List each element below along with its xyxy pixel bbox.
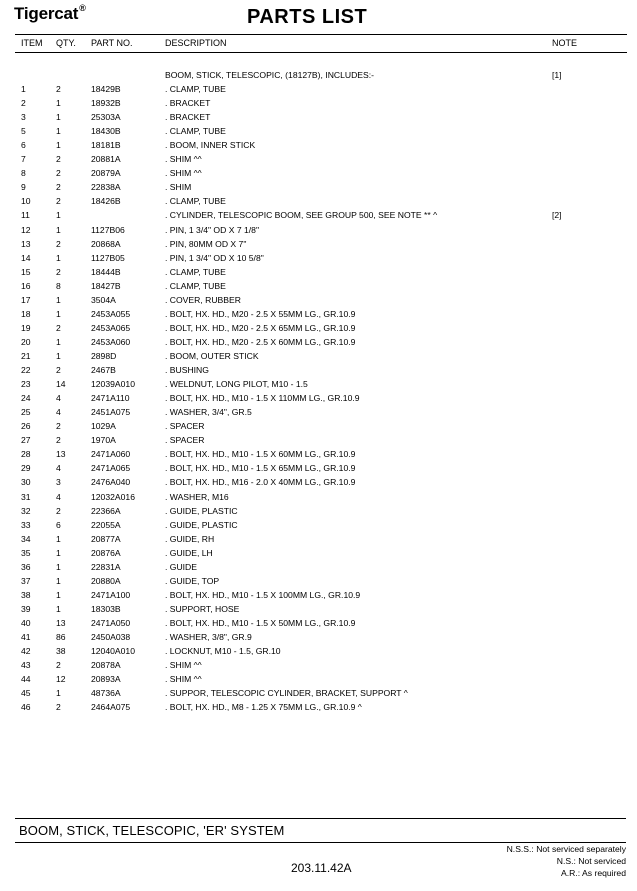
cell-item-number: 5 bbox=[21, 126, 26, 137]
table-row bbox=[0, 140, 637, 154]
cell-item-number: 38 bbox=[21, 589, 31, 600]
cell-part-number: 2471A060 bbox=[91, 449, 131, 460]
table-row bbox=[0, 112, 637, 126]
cell-item-number: 12 bbox=[21, 224, 31, 235]
table-row bbox=[0, 210, 637, 224]
legend-ar: A.R.: As required bbox=[561, 868, 626, 878]
cell-quantity: 4 bbox=[56, 491, 61, 502]
table-row bbox=[0, 421, 637, 435]
table-row bbox=[0, 84, 637, 98]
cell-description: . BOLT, HX. HD., M20 - 2.5 X 65MM LG., GR.10.9 bbox=[165, 322, 356, 333]
cell-part-number: 18181B bbox=[91, 140, 121, 151]
cell-quantity: 1 bbox=[56, 575, 61, 586]
cell-quantity: 4 bbox=[56, 393, 61, 404]
cell-quantity: 1 bbox=[56, 603, 61, 614]
cell-item-number: 46 bbox=[21, 702, 31, 713]
cell-part-number: 2471A050 bbox=[91, 617, 131, 628]
cell-description: . SHIM bbox=[165, 182, 192, 193]
footer-section-box bbox=[15, 818, 626, 843]
cell-description: . BOLT, HX. HD., M10 - 1.5 X 65MM LG., GR.10.9 bbox=[165, 463, 356, 474]
header-top-rule bbox=[15, 34, 627, 35]
cell-quantity: 1 bbox=[56, 98, 61, 108]
cell-item-number: 26 bbox=[21, 421, 31, 432]
cell-quantity: 1 bbox=[56, 350, 61, 361]
cell-part-number: 18303B bbox=[91, 603, 121, 614]
cell-quantity: 2 bbox=[56, 505, 61, 516]
cell-description: . PIN, 1 3/4" OD X 10 5/8" bbox=[165, 252, 264, 263]
cell-description: . WELDNUT, LONG PILOT, M10 - 1.5 bbox=[165, 379, 308, 390]
cell-quantity: 1 bbox=[56, 547, 61, 558]
brand-logo bbox=[14, 3, 86, 24]
table-row bbox=[0, 604, 637, 618]
table-row bbox=[0, 435, 637, 449]
cell-part-number: 20879A bbox=[91, 168, 121, 179]
cell-description: . CLAMP, TUBE bbox=[165, 280, 226, 291]
cell-item-number: 24 bbox=[21, 393, 31, 404]
cell-quantity: 3 bbox=[56, 477, 61, 488]
cell-item-number: 8 bbox=[21, 168, 26, 179]
table-row bbox=[0, 351, 637, 365]
cell-description: . CLAMP, TUBE bbox=[165, 266, 226, 277]
table-row bbox=[0, 576, 637, 590]
cell-description: . WASHER, 3/4", GR.5 bbox=[165, 407, 252, 418]
cell-quantity: 2 bbox=[56, 196, 61, 207]
cell-item-number: 21 bbox=[21, 350, 31, 361]
table-row bbox=[0, 337, 637, 351]
cell-part-number: 20880A bbox=[91, 575, 121, 586]
cell-description: . GUIDE, LH bbox=[165, 547, 213, 558]
cell-item-number: 23 bbox=[21, 379, 31, 390]
cell-quantity: 38 bbox=[56, 646, 66, 656]
table-row bbox=[0, 154, 637, 168]
cell-description: . SPACER bbox=[165, 421, 205, 432]
column-header-item: ITEM bbox=[21, 38, 43, 48]
table-row bbox=[0, 126, 637, 140]
cell-description: . SUPPORT, HOSE bbox=[165, 603, 240, 614]
cell-part-number: 2471A110 bbox=[91, 393, 130, 404]
cell-description: . BOOM, OUTER STICK bbox=[165, 350, 259, 361]
cell-part-number: 20876A bbox=[91, 547, 121, 558]
cell-description: . PIN, 80MM OD X 7" bbox=[165, 238, 247, 249]
table-row bbox=[0, 323, 637, 337]
cell-description: . CLAMP, TUBE bbox=[165, 84, 226, 94]
table-row bbox=[0, 506, 637, 520]
cell-description: . LOCKNUT, M10 - 1.5, GR.10 bbox=[165, 646, 281, 656]
cell-quantity: 1 bbox=[56, 252, 61, 263]
table-row bbox=[0, 646, 637, 660]
table-row bbox=[0, 477, 637, 491]
cell-item-number: 30 bbox=[21, 477, 31, 488]
cell-part-number: 2898D bbox=[91, 350, 117, 361]
cell-item-number: 20 bbox=[21, 336, 31, 347]
table-row bbox=[0, 309, 637, 323]
cell-description: . SHIM ^^ bbox=[165, 674, 202, 685]
cell-item-number: 35 bbox=[21, 547, 31, 558]
cell-item-number: 37 bbox=[21, 575, 31, 586]
cell-description: . BOOM, INNER STICK bbox=[165, 140, 256, 151]
cell-part-number: 18932B bbox=[91, 98, 121, 108]
cell-part-number: 3504A bbox=[91, 294, 116, 305]
cell-part-number: 18444B bbox=[91, 266, 121, 277]
cell-item-number: 3 bbox=[21, 112, 26, 123]
cell-part-number: 2451A075 bbox=[91, 407, 131, 418]
cell-item-number: 31 bbox=[21, 491, 31, 502]
cell-part-number: 1127B06 bbox=[91, 224, 125, 235]
cell-description: . BOLT, HX. HD., M10 - 1.5 X 110MM LG., GR.10.9 bbox=[165, 393, 360, 404]
cell-item-number: 28 bbox=[21, 449, 31, 460]
cell-part-number: 22055A bbox=[91, 519, 121, 530]
table-row bbox=[0, 393, 637, 407]
table-row bbox=[0, 225, 637, 239]
legend-nss: N.S.S.: Not serviced separately bbox=[506, 844, 626, 854]
table-row bbox=[0, 688, 637, 702]
cell-item-number: 18 bbox=[21, 308, 31, 319]
cell-part-number: 25303A bbox=[91, 112, 121, 123]
cell-item-number: 15 bbox=[21, 266, 31, 277]
cell-description: . CLAMP, TUBE bbox=[165, 196, 226, 207]
cell-item-number: 25 bbox=[21, 407, 31, 418]
cell-description: . BOLT, HX. HD., M20 - 2.5 X 60MM LG., GR.10.9 bbox=[165, 336, 356, 347]
cell-quantity: 1 bbox=[56, 294, 61, 305]
cell-part-number: 20877A bbox=[91, 533, 121, 544]
section-title: BOOM, STICK, TELESCOPIC, 'ER' SYSTEM bbox=[19, 823, 285, 838]
cell-part-number: 20881A bbox=[91, 154, 121, 165]
table-row bbox=[0, 253, 637, 267]
cell-quantity: 1 bbox=[56, 336, 61, 347]
cell-item-number: 14 bbox=[21, 252, 31, 263]
cell-item-number: 10 bbox=[21, 196, 31, 207]
cell-quantity: 2 bbox=[56, 84, 61, 94]
cell-part-number: 18426B bbox=[91, 196, 121, 207]
cell-item-number: 27 bbox=[21, 435, 31, 446]
assembly-note: [1] bbox=[552, 70, 562, 80]
cell-part-number: 12032A016 bbox=[91, 491, 135, 502]
cell-item-number: 11 bbox=[21, 210, 30, 221]
cell-item-number: 2 bbox=[21, 98, 26, 108]
cell-part-number: 1970A bbox=[91, 435, 116, 446]
cell-description: . BUSHING bbox=[165, 365, 209, 375]
cell-item-number: 36 bbox=[21, 561, 31, 572]
cell-part-number: 2464A075 bbox=[91, 702, 131, 713]
assembly-header-row bbox=[0, 70, 637, 84]
table-row bbox=[0, 702, 637, 716]
cell-part-number: 20868A bbox=[91, 238, 121, 249]
cell-quantity: 2 bbox=[56, 435, 61, 446]
cell-item-number: 34 bbox=[21, 533, 31, 544]
cell-quantity: 1 bbox=[56, 126, 61, 137]
cell-description: . BOLT, HX. HD., M10 - 1.5 X 50MM LG., GR.10.9 bbox=[165, 617, 356, 628]
cell-part-number: 48736A bbox=[91, 688, 121, 699]
cell-part-number: 18427B bbox=[91, 280, 121, 291]
cell-part-number: 18429B bbox=[91, 84, 121, 94]
abbreviation-legend bbox=[507, 843, 626, 879]
table-row bbox=[0, 449, 637, 463]
cell-item-number: 39 bbox=[21, 603, 31, 614]
cell-quantity: 2 bbox=[56, 365, 61, 375]
table-row bbox=[0, 168, 637, 182]
cell-quantity: 4 bbox=[56, 463, 61, 474]
cell-part-number: 12040A010 bbox=[91, 646, 135, 656]
cell-part-number: 2453A060 bbox=[91, 336, 131, 347]
cell-part-number: 22838A bbox=[91, 182, 121, 193]
table-row bbox=[0, 182, 637, 196]
cell-part-number: 1029A bbox=[91, 421, 116, 432]
cell-description: . GUIDE, PLASTIC bbox=[165, 505, 238, 516]
table-row bbox=[0, 365, 637, 379]
cell-part-number: 18430B bbox=[91, 126, 121, 137]
cell-quantity: 8 bbox=[56, 280, 61, 291]
table-row bbox=[0, 295, 637, 309]
table-row bbox=[0, 492, 637, 506]
cell-item-number: 9 bbox=[21, 182, 26, 193]
cell-quantity: 2 bbox=[56, 266, 61, 277]
cell-description: . PIN, 1 3/4" OD X 7 1/8" bbox=[165, 224, 259, 235]
brand-registered-mark: ® bbox=[79, 3, 86, 13]
cell-quantity: 1 bbox=[56, 140, 61, 151]
cell-quantity: 2 bbox=[56, 238, 61, 249]
cell-quantity: 1 bbox=[56, 533, 61, 544]
table-row bbox=[0, 534, 637, 548]
cell-quantity: 2 bbox=[56, 154, 61, 165]
cell-description: . CYLINDER, TELESCOPIC BOOM, SEE GROUP 500, SEE NOTE ** ^ bbox=[165, 210, 438, 221]
cell-quantity: 2 bbox=[56, 322, 61, 333]
cell-part-number: 12039A010 bbox=[91, 379, 135, 390]
cell-item-number: 7 bbox=[21, 154, 26, 165]
cell-description: . GUIDE bbox=[165, 561, 197, 572]
cell-quantity: 1 bbox=[56, 561, 61, 572]
cell-quantity: 2 bbox=[56, 182, 61, 193]
table-row bbox=[0, 407, 637, 421]
cell-description: . SHIM ^^ bbox=[165, 168, 202, 179]
cell-part-number: 20893A bbox=[91, 674, 121, 685]
cell-quantity: 14 bbox=[56, 379, 66, 390]
cell-description: . WASHER, M16 bbox=[165, 491, 229, 502]
cell-quantity: 6 bbox=[56, 519, 61, 530]
cell-part-number: 2476A040 bbox=[91, 477, 131, 488]
cell-part-number: 22831A bbox=[91, 561, 121, 572]
cell-quantity: 13 bbox=[56, 449, 66, 460]
cell-item-number: 44 bbox=[21, 674, 31, 685]
cell-quantity: 2 bbox=[56, 660, 61, 671]
table-row bbox=[0, 590, 637, 604]
cell-part-number: 20878A bbox=[91, 660, 121, 671]
cell-description: . SPACER bbox=[165, 435, 205, 446]
cell-quantity: 2 bbox=[56, 702, 61, 713]
cell-description: . BOLT, HX. HD., M16 - 2.0 X 40MM LG., GR.10.9 bbox=[165, 477, 356, 488]
cell-description: . GUIDE, PLASTIC bbox=[165, 519, 238, 530]
cell-part-number: 2471A100 bbox=[91, 589, 131, 600]
legend-ns: N.S.: Not serviced bbox=[556, 856, 626, 866]
cell-item-number: 45 bbox=[21, 688, 31, 699]
table-row bbox=[0, 463, 637, 477]
cell-part-number: 2453A055 bbox=[91, 308, 131, 319]
table-row bbox=[0, 196, 637, 210]
cell-description: . BOLT, HX. HD., M8 - 1.25 X 75MM LG., GR.10.9 ^ bbox=[165, 702, 362, 713]
table-row bbox=[0, 520, 637, 534]
table-row bbox=[0, 674, 637, 688]
cell-description: . COVER, RUBBER bbox=[165, 294, 241, 305]
cell-description: . SUPPOR, TELESCOPIC CYLINDER, BRACKET, SUPPORT ^ bbox=[165, 688, 408, 699]
cell-part-number: 22366A bbox=[91, 505, 121, 516]
cell-description: . GUIDE, RH bbox=[165, 533, 215, 544]
cell-quantity: 2 bbox=[56, 421, 61, 432]
assembly-description: BOOM, STICK, TELESCOPIC, (18127B), INCLUDES:- bbox=[165, 70, 375, 80]
cell-description: . BOLT, HX. HD., M20 - 2.5 X 55MM LG., GR.10.9 bbox=[165, 308, 356, 319]
cell-item-number: 17 bbox=[21, 294, 31, 305]
cell-quantity: 4 bbox=[56, 407, 61, 418]
cell-description: . SHIM ^^ bbox=[165, 660, 202, 671]
cell-part-number: 2467B bbox=[91, 365, 116, 375]
column-header-description: DESCRIPTION bbox=[165, 38, 227, 48]
cell-quantity: 1 bbox=[56, 112, 61, 123]
cell-quantity: 1 bbox=[56, 210, 61, 221]
cell-part-number: 1127B05 bbox=[91, 252, 125, 263]
cell-description: . BOLT, HX. HD., M10 - 1.5 X 60MM LG., GR.10.9 bbox=[165, 449, 356, 460]
cell-description: . WASHER, 3/8", GR.9 bbox=[165, 632, 252, 642]
cell-quantity: 1 bbox=[56, 589, 61, 600]
cell-item-number: 40 bbox=[21, 617, 31, 628]
cell-item-number: 13 bbox=[21, 238, 31, 249]
cell-item-number: 16 bbox=[21, 280, 31, 291]
cell-description: . SHIM ^^ bbox=[165, 154, 202, 165]
column-header-qty: QTY. bbox=[56, 38, 76, 48]
cell-item-number: 29 bbox=[21, 463, 31, 474]
cell-item-number: 42 bbox=[21, 646, 31, 656]
header-bottom-rule bbox=[15, 52, 627, 53]
cell-quantity: 1 bbox=[56, 688, 61, 699]
brand-name: Tigercat bbox=[14, 4, 79, 23]
cell-part-number: 2471A065 bbox=[91, 463, 131, 474]
table-row bbox=[0, 267, 637, 281]
cell-description: . GUIDE, TOP bbox=[165, 575, 220, 586]
table-row bbox=[0, 548, 637, 562]
cell-item-number: 6 bbox=[21, 140, 26, 151]
cell-item-number: 43 bbox=[21, 660, 31, 671]
cell-item-number: 19 bbox=[21, 322, 31, 333]
table-row bbox=[0, 98, 637, 112]
cell-description: . BRACKET bbox=[165, 98, 211, 108]
table-row bbox=[0, 562, 637, 576]
cell-part-number: 2450A038 bbox=[91, 632, 131, 642]
cell-quantity: 13 bbox=[56, 617, 66, 628]
cell-item-number: 41 bbox=[21, 632, 31, 642]
table-row bbox=[0, 281, 637, 295]
column-header-part-no: PART NO. bbox=[91, 38, 133, 48]
cell-description: . CLAMP, TUBE bbox=[165, 126, 226, 137]
page-number: 203.11.42A bbox=[291, 861, 352, 875]
column-header-note: NOTE bbox=[552, 38, 578, 48]
cell-quantity: 86 bbox=[56, 632, 66, 642]
cell-part-number: 2453A065 bbox=[91, 322, 131, 333]
cell-quantity: 2 bbox=[56, 168, 61, 179]
cell-item-number: 33 bbox=[21, 519, 31, 530]
cell-item-number: 1 bbox=[21, 84, 26, 94]
cell-quantity: 12 bbox=[56, 674, 66, 685]
cell-quantity: 1 bbox=[56, 224, 61, 235]
table-row bbox=[0, 618, 637, 632]
cell-note: [2] bbox=[552, 210, 562, 221]
cell-quantity: 1 bbox=[56, 308, 61, 319]
table-row bbox=[0, 660, 637, 674]
cell-item-number: 32 bbox=[21, 505, 31, 516]
table-row bbox=[0, 239, 637, 253]
cell-description: . BRACKET bbox=[165, 112, 211, 123]
table-row bbox=[0, 632, 637, 646]
table-row bbox=[0, 379, 637, 393]
cell-description: . BOLT, HX. HD., M10 - 1.5 X 100MM LG., GR.10.9 bbox=[165, 589, 361, 600]
cell-item-number: 22 bbox=[21, 365, 31, 375]
page-title: PARTS LIST bbox=[247, 6, 368, 28]
